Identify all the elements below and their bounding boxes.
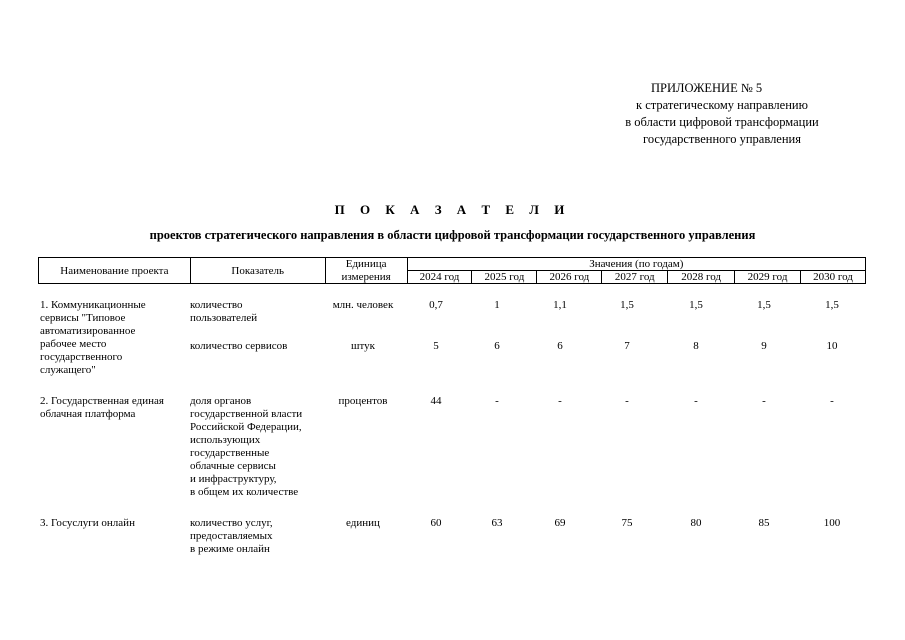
header-year: 2024 год	[407, 271, 472, 284]
value-cell: 1,5	[620, 299, 634, 311]
value-cell: 63	[491, 517, 503, 529]
value-cell: 6	[557, 340, 563, 352]
indicator-line: и инфраструктуру,	[190, 473, 277, 485]
indicator-unit: процентов	[338, 395, 388, 407]
header-project: Наименование проекта	[39, 258, 191, 284]
value-cell: 85	[758, 517, 770, 529]
project-line: 1. Коммуникационные	[40, 299, 146, 311]
indicator-line: государственные	[190, 447, 270, 459]
header-year: 2028 год	[668, 271, 735, 284]
table-header	[38, 257, 866, 284]
project-name	[40, 517, 180, 530]
header-year: 2029 год	[735, 271, 801, 284]
indicator-line: использующих	[190, 434, 261, 446]
value-cell: 10	[826, 340, 838, 352]
header-year: 2025 год	[472, 271, 537, 284]
value-cell: -	[762, 395, 766, 407]
value-cell: 7	[624, 340, 630, 352]
project-line: 3. Госуслуги онлайн	[40, 517, 135, 529]
indicator-unit: единиц	[346, 517, 380, 529]
header-year: 2027 год	[602, 271, 668, 284]
project-name	[40, 299, 180, 377]
value-cell: 1,5	[757, 299, 771, 311]
value-cell: 8	[693, 340, 699, 352]
header-indicator: Показатель	[190, 258, 325, 284]
header-unit-2: измерения	[325, 271, 407, 284]
value-cell: 80	[690, 517, 702, 529]
indicator-line: Российской Федерации,	[190, 421, 302, 433]
indicator-name	[190, 299, 320, 325]
value-cell: 69	[554, 517, 566, 529]
indicator-line: количество услуг,	[190, 517, 273, 529]
project-name	[40, 395, 180, 421]
value-cell: 60	[430, 517, 442, 529]
project-line: автоматизированное	[40, 325, 136, 337]
project-line: 2. Государственная единая	[40, 395, 164, 407]
value-cell: -	[830, 395, 834, 407]
header-year: 2026 год	[537, 271, 602, 284]
value-cell: 1	[494, 299, 500, 311]
indicator-line: в режиме онлайн	[190, 543, 270, 555]
indicator-line: в общем их количестве	[190, 486, 299, 498]
project-line: государственного	[40, 351, 123, 363]
appendix-line-1: к стратегическому направлению	[636, 98, 808, 112]
project-line: облачная платформа	[40, 408, 136, 420]
value-cell: -	[558, 395, 562, 407]
value-cell: 1,5	[825, 299, 839, 311]
indicator-line: количество	[190, 299, 243, 311]
appendix-number: ПРИЛОЖЕНИЕ № 5	[651, 81, 763, 95]
value-cell: 1,1	[553, 299, 567, 311]
value-cell: 0,7	[429, 299, 443, 311]
indicator-line: предоставляемых	[190, 530, 273, 542]
value-cell: 6	[494, 340, 500, 352]
project-line: служащего"	[40, 364, 96, 376]
value-cell: -	[495, 395, 499, 407]
value-cell: -	[625, 395, 629, 407]
project-line: сервисы "Типовое	[40, 312, 126, 324]
value-cell: 44	[430, 395, 442, 407]
header-unit-1: Единица	[325, 258, 407, 271]
appendix-line-3: государственного управления	[643, 132, 801, 146]
indicator-line: государственной власти	[190, 408, 303, 420]
value-cell: 5	[433, 340, 439, 352]
indicator-unit: штук	[351, 340, 375, 352]
appendix-line-2: в области цифровой трансформации	[625, 115, 819, 129]
indicator-line: облачные сервисы	[190, 460, 276, 472]
value-cell: 9	[761, 340, 767, 352]
value-cell: 75	[621, 517, 633, 529]
indicator-name	[190, 340, 320, 353]
indicator-line: пользователей	[190, 312, 258, 324]
header-values: Значения (по годам)	[407, 258, 865, 271]
value-cell: 1,5	[689, 299, 703, 311]
indicator-line: доля органов	[190, 395, 252, 407]
document-title: П О К А З А Т Е Л И	[334, 202, 571, 217]
indicator-name	[190, 395, 320, 499]
project-line: рабочее место	[40, 338, 107, 350]
appendix-block	[445, 0, 905, 160]
indicator-name	[190, 517, 320, 556]
indicator-unit: млн. человек	[332, 299, 394, 311]
header-year: 2030 год	[801, 271, 866, 284]
indicator-line: количество сервисов	[190, 340, 288, 352]
value-cell: -	[694, 395, 698, 407]
document-subtitle: проектов стратегического направления в области цифровой трансформации государственного управления	[149, 228, 756, 242]
value-cell: 100	[823, 517, 841, 529]
